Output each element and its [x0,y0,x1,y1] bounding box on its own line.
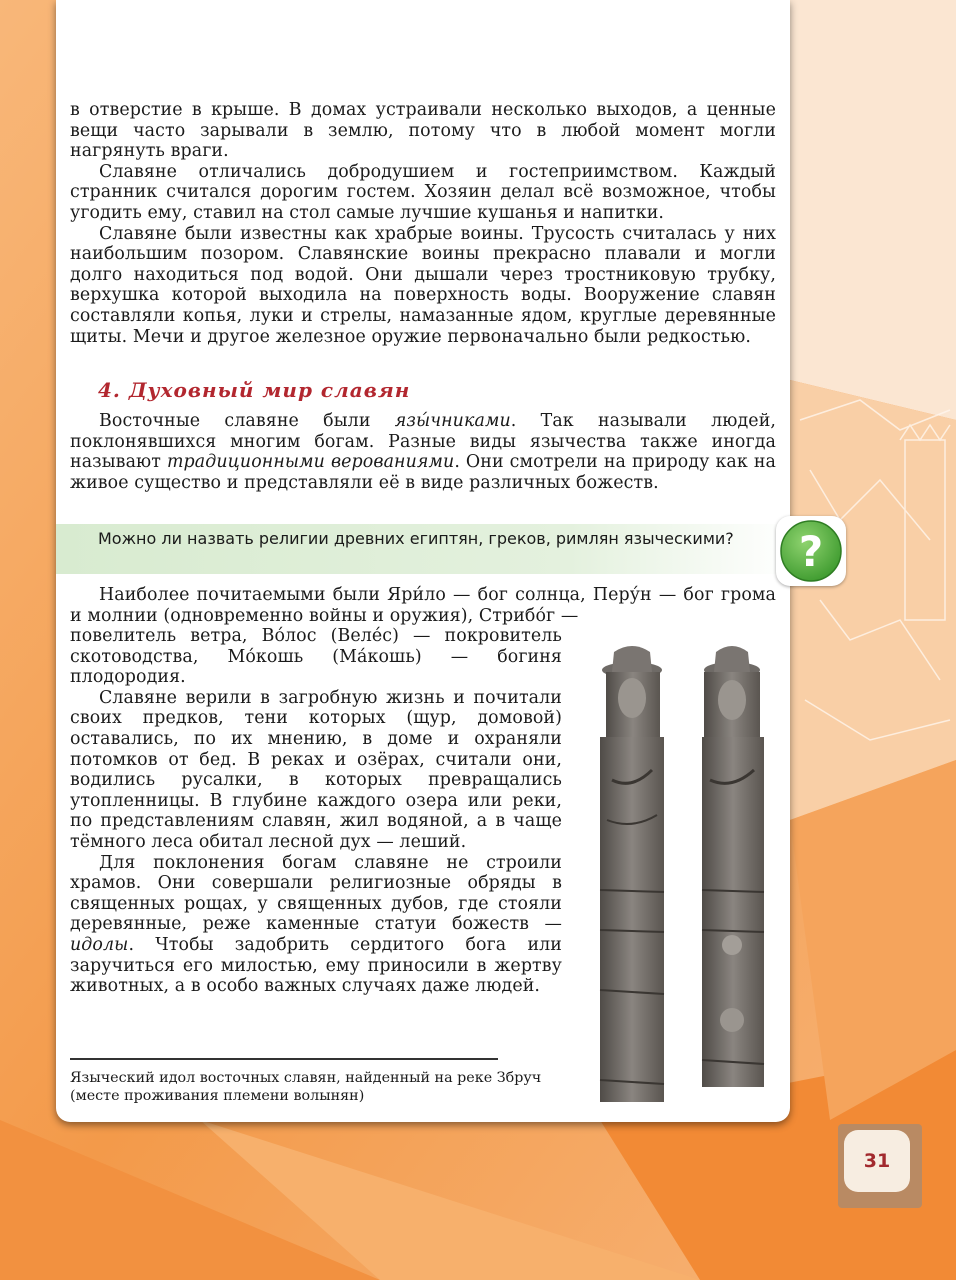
gods-wide-block [70,585,776,626]
paragraph-paganism [70,411,776,493]
term-idols: идолы [70,934,129,955]
paragraph-gods-wide: Наиболее почитаемыми были Яри́ло — бог солнца, Перу́н — бог грома и молнии (одновременно войны и оружия), Стрибо́г — [70,585,776,626]
section-heading: 4. Духовный мир славян [98,378,411,402]
paragraph-gods-narrow: повелитель ветра, Во́лос (Веле́с) — покровитель скотоводства, Мо́кошь (Ма́кошь) — богиня плодородия. [70,626,562,688]
section-intro [70,411,776,493]
paragraph-afterlife: Славяне верили в загробную жизнь и почитали своих предков, тени которых (щур, домовой) оставались, по их мнению, в доме и охраняли потомков от бед. В реках и озёрах, считали они, водились русалки, в которых превращались утопленницы. В глубине каждого озера или реки, по представлениям славян, жил водяной, а в чаще тёмного леса обитал лесной дух — леший. [70,687,562,852]
idol-caption: Языческий идол восточных славян, найденный на реке Збруч (месте проживания племени волынян) [70,1070,542,1104]
svg-text:?: ? [798,527,824,576]
question-text: Можно ли назвать религии древних египтян, греков, римлян языческими? [98,529,734,548]
narrow-column [70,626,562,997]
page-number: 31 [844,1130,910,1192]
worship-part-1: Для поклонения богам славяне не строили храмов. Они совершали религиозные обряды в священных рощах, у священных дубов, где стояли деревянные, реже каменные статуи божеств — [70,852,562,935]
paragraph-hospitality: Славяне отличались добродушием и гостеприимством. Каждый странник считался дорогим гостем. Хозяин делал всё возможное, чтобы угодить ему, ставил на стол самые лучшие кушанья и напитки. [70,161,776,223]
worship-part-2: . Чтобы задобрить сердитого бога или заручиться его милостью, ему приносили в жертву животных, а в особо важных случаях даже людей. [70,934,562,997]
question-mark-icon[interactable] [776,516,846,586]
intro-part-3: . Они смотрели на природу как на живое существо и представляли её в виде различных божеств. [70,452,776,493]
intro-part-1: Восточные славяне были [99,411,395,431]
term-pagans: язы́чниками [394,411,511,431]
paragraph-roof: в отверстие в крыше. В домах устраивали несколько выходов, а ценные вещи часто зарывали в землю, потому что в любой момент могли нагрянуть враги. [70,100,776,162]
caption-rule [70,1058,498,1060]
idol-photo [592,640,778,1108]
top-text-block [70,100,776,347]
paragraph-worship [70,853,562,997]
page-number-badge [838,1124,922,1208]
paragraph-warriors: Славяне были известны как храбрые воины. Трусость считалась у них наибольшим позором. Славянские воины прекрасно плавали и могли долго находиться под водой. Они дышали через тростниковую трубку, верхушка которой выходила на поверхность воды. Вооружение славян составляли копья, луки и стрелы, намазанные ядом, круглые деревянные щиты. Мечи и другое железное оружие первоначально были редкостью. [70,223,776,347]
idol-left-view [600,646,664,1102]
term-traditional-beliefs: традиционными верованиями [166,452,455,473]
idol-right-view [702,646,764,1087]
intro-part-2: . Так называли людей, поклонявшихся многим богам. Разные виды язычества также иногда называют [70,411,777,473]
